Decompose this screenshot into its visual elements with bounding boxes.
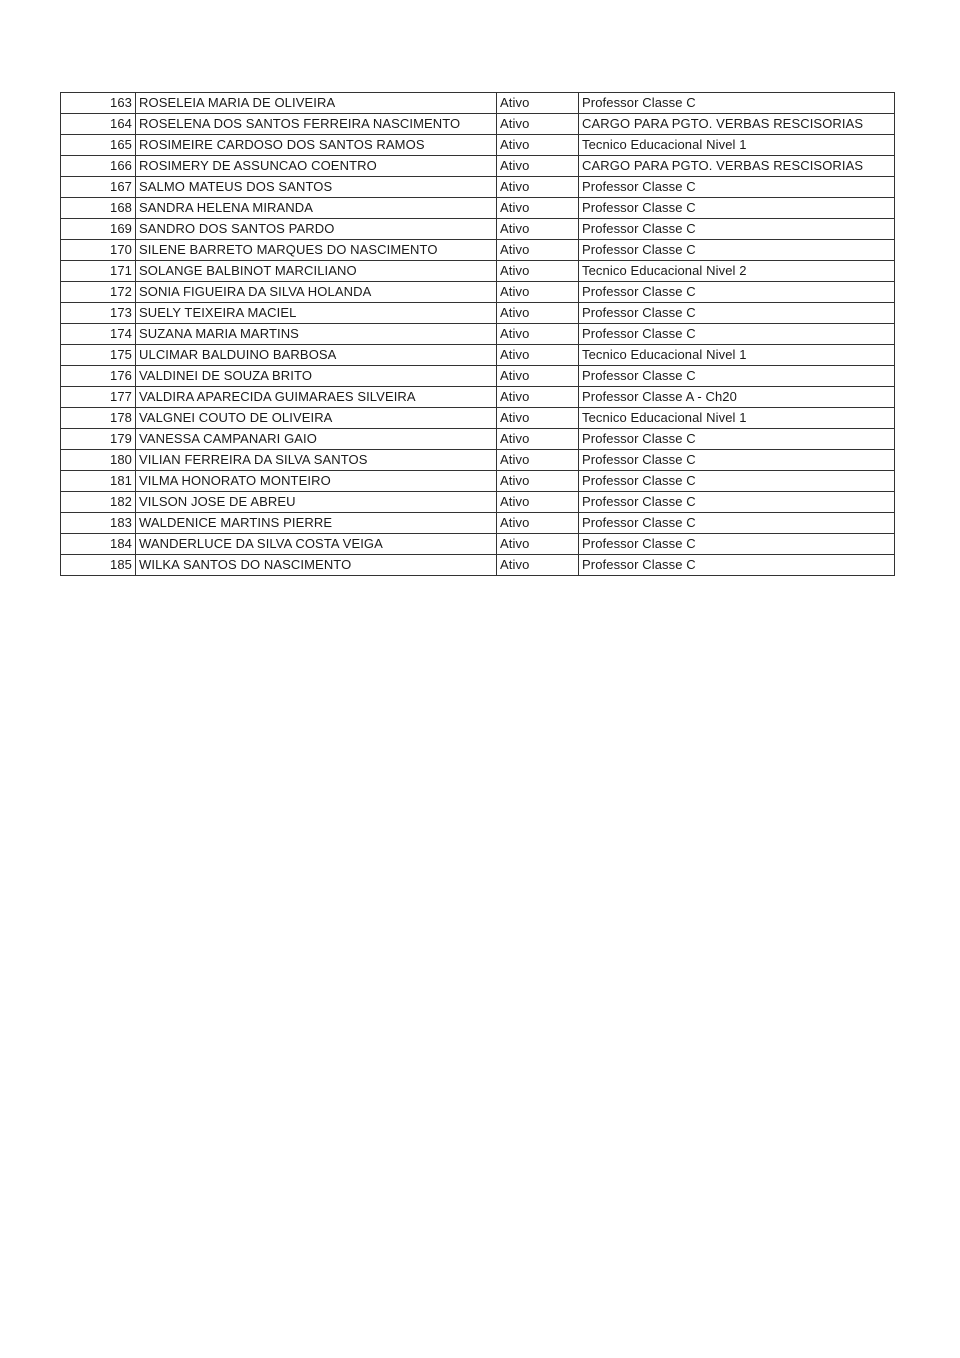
row-number: 169 <box>61 219 136 240</box>
row-number: 164 <box>61 114 136 135</box>
employee-name: SANDRO DOS SANTOS PARDO <box>136 219 497 240</box>
employee-name: VILMA HONORATO MONTEIRO <box>136 471 497 492</box>
employee-role: Professor Classe C <box>579 366 895 387</box>
employee-table <box>60 92 895 576</box>
employee-role: Tecnico Educacional Nivel 1 <box>579 345 895 366</box>
table-row <box>61 345 895 366</box>
row-number: 177 <box>61 387 136 408</box>
table-row <box>61 408 895 429</box>
employee-role: Professor Classe C <box>579 450 895 471</box>
employee-status: Ativo <box>497 303 579 324</box>
row-number: 179 <box>61 429 136 450</box>
employee-role: Professor Classe C <box>579 303 895 324</box>
employee-name: VILIAN FERREIRA DA SILVA SANTOS <box>136 450 497 471</box>
employee-status: Ativo <box>497 177 579 198</box>
row-number: 166 <box>61 156 136 177</box>
employee-name: VALDINEI DE SOUZA BRITO <box>136 366 497 387</box>
employee-name: VANESSA CAMPANARI GAIO <box>136 429 497 450</box>
employee-status: Ativo <box>497 408 579 429</box>
employee-name: VALGNEI COUTO DE OLIVEIRA <box>136 408 497 429</box>
row-number: 180 <box>61 450 136 471</box>
employee-table-body <box>61 93 895 576</box>
row-number: 184 <box>61 534 136 555</box>
row-number: 174 <box>61 324 136 345</box>
table-row <box>61 450 895 471</box>
employee-status: Ativo <box>497 345 579 366</box>
employee-role: Professor Classe C <box>579 534 895 555</box>
employee-status: Ativo <box>497 114 579 135</box>
employee-role: Professor Classe C <box>579 429 895 450</box>
employee-status: Ativo <box>497 93 579 114</box>
row-number: 171 <box>61 261 136 282</box>
employee-role: Professor Classe C <box>579 555 895 576</box>
employee-status: Ativo <box>497 261 579 282</box>
employee-name: SONIA FIGUEIRA DA SILVA HOLANDA <box>136 282 497 303</box>
employee-role: Professor Classe C <box>579 282 895 303</box>
table-row <box>61 513 895 534</box>
employee-role: CARGO PARA PGTO. VERBAS RESCISORIAS <box>579 156 895 177</box>
row-number: 163 <box>61 93 136 114</box>
table-row <box>61 156 895 177</box>
employee-role: Tecnico Educacional Nivel 1 <box>579 408 895 429</box>
employee-role: Tecnico Educacional Nivel 2 <box>579 261 895 282</box>
employee-role: Professor Classe C <box>579 93 895 114</box>
employee-status: Ativo <box>497 450 579 471</box>
row-number: 183 <box>61 513 136 534</box>
table-row <box>61 387 895 408</box>
employee-role: Professor Classe C <box>579 177 895 198</box>
employee-status: Ativo <box>497 282 579 303</box>
employee-name: ROSELENA DOS SANTOS FERREIRA NASCIMENTO <box>136 114 497 135</box>
row-number: 175 <box>61 345 136 366</box>
table-row <box>61 177 895 198</box>
employee-name: SUZANA MARIA MARTINS <box>136 324 497 345</box>
employee-role: Professor Classe C <box>579 492 895 513</box>
employee-name: SANDRA HELENA MIRANDA <box>136 198 497 219</box>
row-number: 178 <box>61 408 136 429</box>
employee-status: Ativo <box>497 198 579 219</box>
employee-status: Ativo <box>497 555 579 576</box>
employee-role: Professor Classe C <box>579 471 895 492</box>
employee-name: WALDENICE MARTINS PIERRE <box>136 513 497 534</box>
table-row <box>61 135 895 156</box>
table-row <box>61 93 895 114</box>
employee-name: WILKA SANTOS DO NASCIMENTO <box>136 555 497 576</box>
employee-status: Ativo <box>497 429 579 450</box>
table-row <box>61 282 895 303</box>
table-row <box>61 429 895 450</box>
employee-status: Ativo <box>497 513 579 534</box>
table-row <box>61 303 895 324</box>
employee-role: Professor Classe C <box>579 219 895 240</box>
employee-role: CARGO PARA PGTO. VERBAS RESCISORIAS <box>579 114 895 135</box>
table-row <box>61 198 895 219</box>
employee-name: SILENE BARRETO MARQUES DO NASCIMENTO <box>136 240 497 261</box>
table-row <box>61 492 895 513</box>
row-number: 165 <box>61 135 136 156</box>
employee-name: ROSIMERY DE ASSUNCAO COENTRO <box>136 156 497 177</box>
table-row <box>61 366 895 387</box>
row-number: 182 <box>61 492 136 513</box>
employee-role: Tecnico Educacional Nivel 1 <box>579 135 895 156</box>
employee-status: Ativo <box>497 387 579 408</box>
row-number: 181 <box>61 471 136 492</box>
employee-name: VALDIRA APARECIDA GUIMARAES SILVEIRA <box>136 387 497 408</box>
row-number: 185 <box>61 555 136 576</box>
employee-role: Professor Classe C <box>579 324 895 345</box>
row-number: 170 <box>61 240 136 261</box>
employee-status: Ativo <box>497 534 579 555</box>
employee-name: VILSON JOSE DE ABREU <box>136 492 497 513</box>
row-number: 173 <box>61 303 136 324</box>
employee-name: SOLANGE BALBINOT MARCILIANO <box>136 261 497 282</box>
employee-status: Ativo <box>497 366 579 387</box>
row-number: 176 <box>61 366 136 387</box>
table-row <box>61 534 895 555</box>
employee-name: SALMO MATEUS DOS SANTOS <box>136 177 497 198</box>
table-row <box>61 114 895 135</box>
employee-name: SUELY TEIXEIRA MACIEL <box>136 303 497 324</box>
row-number: 168 <box>61 198 136 219</box>
employee-status: Ativo <box>497 240 579 261</box>
employee-status: Ativo <box>497 492 579 513</box>
table-row <box>61 219 895 240</box>
employee-name: ULCIMAR BALDUINO BARBOSA <box>136 345 497 366</box>
table-row <box>61 555 895 576</box>
table-row <box>61 261 895 282</box>
employee-role: Professor Classe C <box>579 240 895 261</box>
employee-status: Ativo <box>497 471 579 492</box>
employee-name: ROSIMEIRE CARDOSO DOS SANTOS RAMOS <box>136 135 497 156</box>
table-row <box>61 240 895 261</box>
employee-status: Ativo <box>497 219 579 240</box>
employee-name: WANDERLUCE DA SILVA COSTA VEIGA <box>136 534 497 555</box>
employee-status: Ativo <box>497 156 579 177</box>
employee-status: Ativo <box>497 324 579 345</box>
employee-name: ROSELEIA MARIA DE OLIVEIRA <box>136 93 497 114</box>
table-row <box>61 471 895 492</box>
employee-role: Professor Classe C <box>579 198 895 219</box>
employee-role: Professor Classe A - Ch20 <box>579 387 895 408</box>
row-number: 172 <box>61 282 136 303</box>
table-row <box>61 324 895 345</box>
row-number: 167 <box>61 177 136 198</box>
employee-role: Professor Classe C <box>579 513 895 534</box>
employee-status: Ativo <box>497 135 579 156</box>
